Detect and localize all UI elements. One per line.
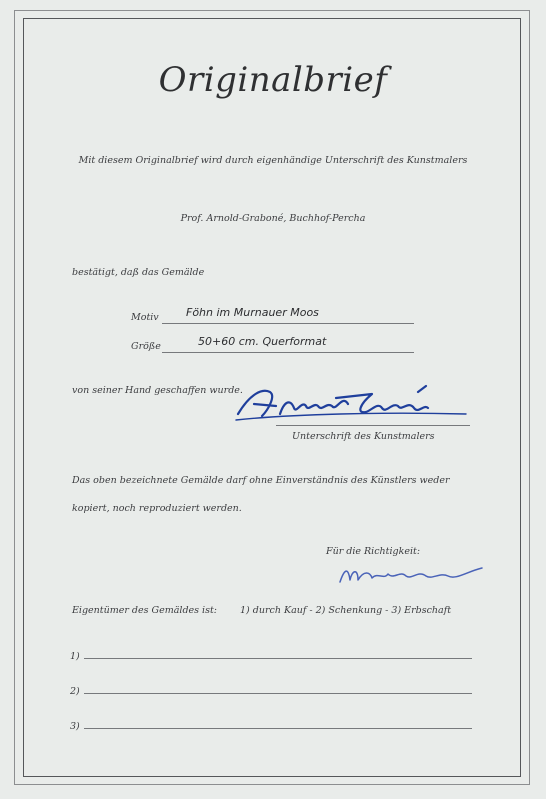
- size-label: Größe: [131, 341, 161, 352]
- owner-line-3-number: 3): [70, 721, 80, 732]
- accuracy-label: Für die Richtigkeit:: [326, 546, 421, 557]
- owner-options: 1) durch Kauf - 2) Schenkung - 3) Erbschaft: [240, 605, 452, 616]
- document-title: Originalbrief: [158, 60, 388, 100]
- signature-caption: Unterschrift des Kunstmalers: [292, 431, 435, 442]
- motif-rule: [162, 323, 414, 324]
- intro-line: Mit diesem Originalbrief wird durch eigenhändige Unterschrift des Kunstmalers: [78, 155, 468, 166]
- artist-name: Prof. Arnold-Graboné, Buchhof-Percha: [180, 213, 366, 224]
- artist-signature: [232, 384, 472, 424]
- size-value: 50+60 cm. Querformat: [198, 335, 327, 348]
- owner-label: Eigentümer des Gemäldes ist:: [72, 605, 217, 616]
- owner-line-2: [84, 693, 472, 694]
- owner-line-1-number: 1): [70, 651, 80, 662]
- created-text: von seiner Hand geschaffen wurde.: [72, 385, 243, 396]
- accuracy-signature: [336, 562, 486, 588]
- confirm-text: bestätigt, daß das Gemälde: [72, 267, 205, 278]
- notice-line-2: kopiert, noch reproduziert werden.: [72, 503, 242, 514]
- signature-rule: [276, 425, 470, 426]
- notice-line-1: Das oben bezeichnete Gemälde darf ohne Einverständnis des Künstlers weder: [72, 475, 450, 486]
- owner-line-2-number: 2): [70, 686, 80, 697]
- size-rule: [162, 352, 414, 353]
- owner-line-1: [84, 658, 472, 659]
- motif-label: Motiv: [131, 312, 159, 323]
- motif-value: Föhn im Murnauer Moos: [186, 306, 319, 319]
- owner-line-3: [84, 728, 472, 729]
